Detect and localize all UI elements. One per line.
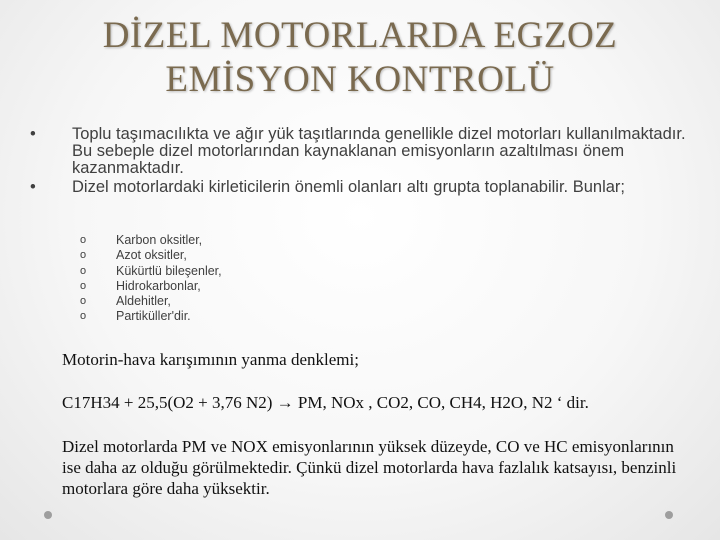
corner-dot-left-icon	[44, 511, 52, 519]
pollutant-text: Azot oksitler,	[116, 248, 187, 263]
pollutant-text: Aldehitler,	[116, 294, 171, 309]
sub-bullet-marker: o	[80, 249, 87, 262]
combustion-equation: C17H34 + 25,5(O2 + 3,76 N2) → PM, NOx , CO2, CO, CH4, H2O, N2 ‘ dir.	[62, 393, 589, 412]
pollutant-item	[80, 248, 222, 263]
pollutant-text: Partiküller'dir.	[116, 309, 191, 324]
pollutant-text: Hidrokarbonlar,	[116, 278, 201, 293]
sub-bullet-marker: o	[80, 234, 87, 246]
corner-dot-right-icon	[665, 511, 673, 519]
sub-bullet-marker: o	[80, 279, 87, 292]
conclusion-paragraph: Dizel motorlarda PM ve NOX emisyonlarının yüksek düzeyde, CO ve HC emisyonlarının ise daha az olduğu görülmektedir. Çünkü dizel motorlarda hava fazlalık katsayısı, benzinli motorlara göre daha yüksektir.	[62, 437, 677, 498]
bullet-item	[30, 179, 690, 196]
pollutant-item	[80, 233, 222, 248]
pollutant-text: Kükürtlü bileşenler,	[116, 263, 222, 278]
bullet-list	[30, 126, 690, 198]
bullet-item	[30, 126, 690, 177]
bullet-marker: •	[30, 125, 36, 143]
combustion-equation-label: Motorin-hava karışımının yanma denklemi;	[62, 350, 359, 369]
slide-title-line-1: DİZEL MOTORLARDA EGZOZ	[102, 15, 618, 56]
pollutant-item	[80, 279, 222, 294]
pollutant-item	[80, 294, 222, 309]
bullet-marker: •	[30, 178, 36, 196]
slide-title-line-2: EMİSYON KONTROLÜ	[165, 59, 555, 100]
sub-bullet-marker: o	[80, 295, 87, 308]
bullet-text: Dizel motorlardaki kirleticilerin önemli olanları altı grupta toplanabilir. Bunlar;	[72, 178, 625, 196]
pollutant-list	[80, 233, 222, 325]
pollutant-item	[80, 264, 222, 279]
pollutant-text: Karbon oksitler,	[116, 233, 203, 247]
bullet-text: Toplu taşımacılıkta ve ağır yük taşıtlarında genellikle dizel motorları kullanılmaktadır. Bu sebeple dizel motorlarından kaynaklanan emisyonların azaltılması önem kazanmaktadır.	[72, 125, 686, 177]
pollutant-item	[80, 309, 222, 324]
sub-bullet-marker: o	[80, 310, 87, 323]
slide-title	[40, 14, 680, 102]
sub-bullet-marker: o	[80, 264, 87, 277]
